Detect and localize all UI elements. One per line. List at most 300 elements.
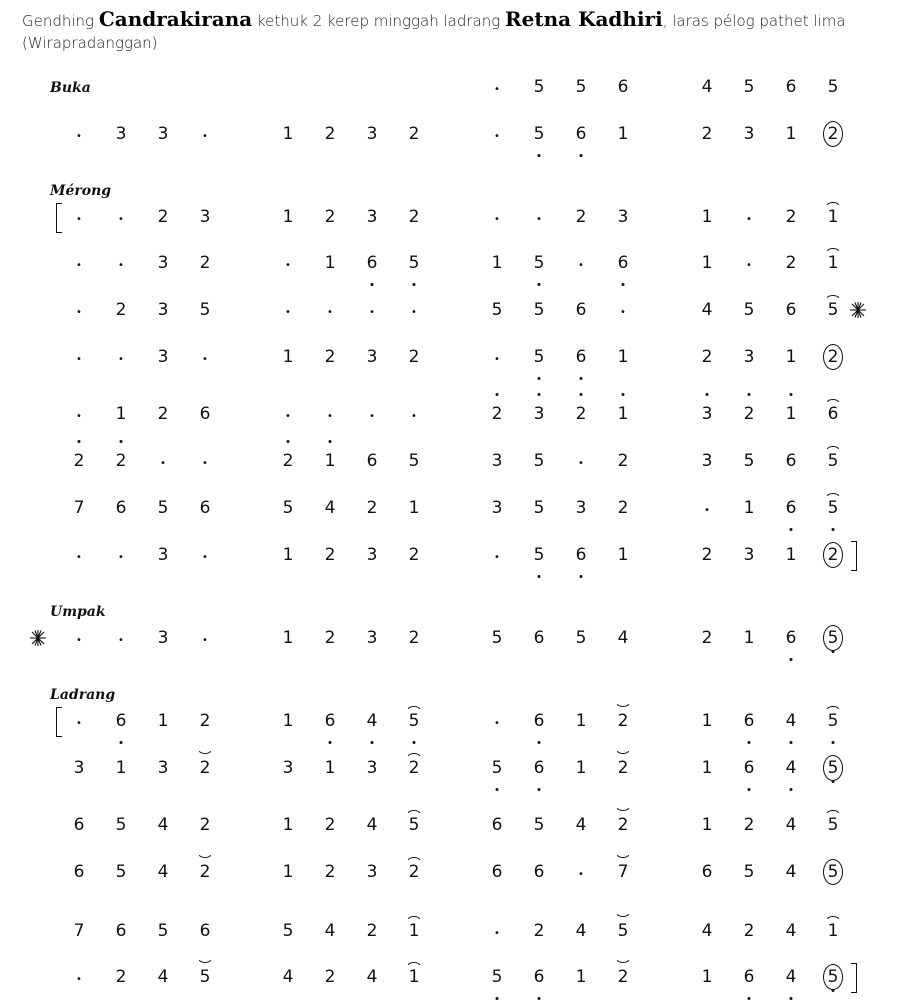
- note-digit: 2: [617, 711, 629, 731]
- note-digit: 6: [534, 748, 545, 788]
- note-digit: 2: [324, 124, 336, 144]
- note-digit: 1: [786, 394, 797, 434]
- note-beat: [776, 243, 806, 283]
- ladrang-repeat-open-bracket: [56, 707, 62, 737]
- note-digit: 5: [534, 114, 545, 154]
- note-digit: 2: [324, 862, 336, 882]
- title-prefix: Gendhing: [22, 12, 99, 30]
- gong-note: [818, 618, 848, 658]
- note-digit: 5: [575, 628, 587, 648]
- note-beat: [524, 911, 554, 951]
- rest-dot: •: [620, 307, 626, 318]
- note-beat: [734, 618, 764, 658]
- low-octave-dot: [537, 788, 540, 791]
- note-beat: [357, 805, 387, 845]
- note-digit: 1: [827, 207, 839, 227]
- note-beat: [692, 748, 722, 788]
- note-digit: 5: [491, 628, 503, 648]
- note-beat: [482, 852, 512, 892]
- notation-row-merong-6: [0, 441, 907, 481]
- note-digit: 2: [199, 711, 211, 731]
- note-digit: 2: [408, 207, 420, 227]
- rest-dot: •: [118, 635, 124, 646]
- rest-dot: •: [578, 260, 584, 271]
- rest-beat: [106, 337, 136, 377]
- note-beat: [734, 805, 764, 845]
- note-digit: 6: [534, 957, 545, 997]
- rest-dot: •: [118, 214, 124, 225]
- note-beat: [734, 748, 764, 788]
- note-digit: 6: [367, 243, 378, 283]
- note-digit: 1: [282, 207, 294, 227]
- note-digit: 5: [534, 243, 545, 283]
- rest-dot: •: [704, 505, 710, 516]
- rest-beat: [190, 441, 220, 481]
- umpak-entry-star-icon: [30, 630, 46, 646]
- note-beat: [273, 805, 303, 845]
- empty-beat: [190, 67, 220, 107]
- high-octave-dot: [77, 440, 80, 443]
- note-digit: 5: [282, 921, 294, 941]
- rest-dot: •: [202, 131, 208, 142]
- rest-beat: [524, 197, 554, 237]
- high-octave-dot: [328, 440, 331, 443]
- note-beat: [776, 618, 806, 658]
- note-digit: 1: [575, 758, 587, 778]
- note-beat: [692, 805, 722, 845]
- rest-beat: [482, 911, 512, 951]
- note-beat: [482, 394, 512, 434]
- note-digit: 6: [73, 862, 85, 882]
- note-beat: [315, 748, 345, 788]
- note-beat: [734, 441, 764, 481]
- rest-dot: •: [369, 307, 375, 318]
- note-digit: 2: [785, 207, 797, 227]
- note-beat: [524, 701, 554, 741]
- kenong-note: [818, 394, 848, 434]
- note-digit: 3: [575, 498, 587, 518]
- rest-dot: •: [160, 458, 166, 469]
- note-beat: [190, 243, 220, 283]
- note-beat: [357, 701, 387, 741]
- note-digit: 6: [744, 701, 755, 741]
- gong-note: [818, 957, 848, 997]
- rest-beat: [315, 290, 345, 330]
- note-beat: [524, 441, 554, 481]
- low-octave-dot: [831, 528, 834, 531]
- note-digit: 2: [744, 394, 755, 434]
- note-beat: [315, 441, 345, 481]
- note-beat: [608, 535, 638, 575]
- note-beat: [273, 114, 303, 154]
- ladrang-repeat-close-bracket: [851, 963, 857, 993]
- note-beat: [106, 114, 136, 154]
- note-beat: [357, 441, 387, 481]
- note-beat: [64, 805, 94, 845]
- note-beat: [273, 957, 303, 997]
- note-digit: 3: [366, 758, 378, 778]
- kenong-note: [818, 441, 848, 481]
- note-digit: 3: [366, 862, 378, 882]
- note-digit: 1: [325, 441, 336, 481]
- note-beat: [106, 748, 136, 788]
- note-beat: [608, 488, 638, 528]
- rest-dot: •: [494, 214, 500, 225]
- rest-beat: [64, 114, 94, 154]
- note-digit: 2: [74, 441, 85, 481]
- rest-dot: •: [746, 260, 752, 271]
- note-digit: 3: [366, 347, 378, 367]
- note-beat: [692, 197, 722, 237]
- note-beat: [566, 67, 596, 107]
- note-digit: 5: [533, 77, 545, 97]
- low-octave-dot: [747, 741, 750, 744]
- rest-dot: •: [536, 214, 542, 225]
- note-digit: 1: [701, 711, 713, 731]
- gong-note: [818, 535, 848, 575]
- low-octave-dot: [621, 283, 624, 286]
- rest-dot: •: [118, 354, 124, 365]
- rest-beat: [608, 290, 638, 330]
- empty-beat: [273, 67, 303, 107]
- note-beat: [190, 290, 220, 330]
- note-digit: 5: [199, 967, 211, 987]
- note-digit: 2: [617, 498, 629, 518]
- note-digit: 3: [199, 207, 211, 227]
- note-beat: [190, 197, 220, 237]
- note-beat: [106, 911, 136, 951]
- note-digit: 4: [786, 957, 797, 997]
- note-beat: [734, 394, 764, 434]
- note-digit: 6: [618, 243, 629, 283]
- note-digit: 2: [823, 542, 843, 568]
- note-digit: 5: [115, 862, 127, 882]
- rest-dot: •: [202, 635, 208, 646]
- note-beat: [692, 441, 722, 481]
- note-digit: 6: [576, 114, 587, 154]
- note-beat: [148, 748, 178, 788]
- note-beat: [273, 488, 303, 528]
- note-digit: 5: [282, 498, 294, 518]
- note-digit: 6: [199, 921, 211, 941]
- low-octave-dot: [370, 283, 373, 286]
- note-beat: [524, 618, 554, 658]
- rest-beat: [64, 197, 94, 237]
- note-beat: [566, 394, 596, 434]
- note-beat: [357, 748, 387, 788]
- note-beat: [273, 911, 303, 951]
- note-digit: 2: [533, 921, 545, 941]
- note-digit: 1: [785, 545, 797, 565]
- note-beat: [482, 488, 512, 528]
- kenong-note: [818, 197, 848, 237]
- note-digit: 1: [827, 921, 839, 941]
- low-octave-dot: [119, 741, 122, 744]
- rest-dot: •: [494, 354, 500, 365]
- note-digit: 2: [157, 207, 169, 227]
- note-beat: [357, 488, 387, 528]
- note-beat: [399, 197, 429, 237]
- note-beat: [734, 337, 764, 377]
- note-beat: [566, 290, 596, 330]
- note-digit: 5: [828, 701, 839, 741]
- note-digit: 4: [324, 921, 336, 941]
- note-digit: 1: [575, 967, 587, 987]
- notation-row-merong-7: [0, 488, 907, 528]
- kenong-note: [399, 805, 429, 845]
- kempul-note: [190, 957, 220, 997]
- low-octave-dot: [537, 154, 540, 157]
- note-digit: 5: [534, 337, 545, 377]
- note-beat: [148, 852, 178, 892]
- rest-beat: [357, 394, 387, 434]
- rest-beat: [566, 852, 596, 892]
- note-beat: [273, 441, 303, 481]
- note-digit: 4: [157, 815, 169, 835]
- note-digit: 6: [744, 748, 755, 788]
- note-beat: [776, 748, 806, 788]
- note-digit: 5: [492, 748, 503, 788]
- rest-dot: •: [76, 411, 82, 422]
- note-digit: 1: [575, 711, 587, 731]
- note-digit: 5: [743, 77, 755, 97]
- note-beat: [734, 67, 764, 107]
- note-beat: [273, 701, 303, 741]
- note-beat: [190, 488, 220, 528]
- note-beat: [273, 535, 303, 575]
- note-beat: [148, 337, 178, 377]
- note-beat: [273, 337, 303, 377]
- note-beat: [315, 337, 345, 377]
- note-digit: 1: [282, 711, 294, 731]
- note-digit: 1: [701, 253, 713, 273]
- empty-beat: [357, 67, 387, 107]
- note-beat: [106, 394, 136, 434]
- note-digit: 1: [282, 815, 294, 835]
- note-digit: 3: [743, 347, 755, 367]
- piece-title: [22, 8, 882, 54]
- note-digit: 2: [408, 862, 420, 882]
- note-beat: [524, 535, 554, 575]
- notation-row-ladrang-2: [0, 748, 907, 788]
- note-beat: [776, 701, 806, 741]
- notation-row-ladrang-3: [0, 805, 907, 845]
- note-digit: 6: [533, 628, 545, 648]
- low-octave-dot: [747, 788, 750, 791]
- note-digit: 4: [701, 300, 713, 320]
- note-digit: 1: [282, 628, 294, 648]
- note-digit: 6: [533, 862, 545, 882]
- note-digit: 3: [491, 451, 503, 471]
- note-digit: 5: [743, 300, 755, 320]
- note-digit: 2: [408, 628, 420, 648]
- note-beat: [315, 243, 345, 283]
- note-beat: [357, 535, 387, 575]
- note-beat: [106, 441, 136, 481]
- note-digit: 2: [408, 124, 420, 144]
- gong-note: [818, 114, 848, 154]
- rest-beat: [64, 394, 94, 434]
- note-digit: 5: [743, 451, 755, 471]
- low-octave-dot: [537, 283, 540, 286]
- note-digit: 6: [786, 488, 797, 528]
- notation-row-merong-8: [0, 535, 907, 575]
- note-digit: 3: [702, 394, 713, 434]
- rest-beat: [190, 337, 220, 377]
- note-beat: [692, 911, 722, 951]
- note-digit: 4: [366, 815, 378, 835]
- note-digit: 5: [827, 815, 839, 835]
- note-beat: [315, 957, 345, 997]
- note-beat: [482, 957, 512, 997]
- note-digit: 5: [828, 488, 839, 528]
- note-digit: 3: [534, 394, 545, 434]
- note-digit: 4: [785, 815, 797, 835]
- note-digit: 1: [282, 347, 294, 367]
- note-beat: [734, 488, 764, 528]
- note-beat: [566, 488, 596, 528]
- low-octave-dot: [537, 575, 540, 578]
- note-digit: 5: [199, 300, 211, 320]
- low-octave-dot: [579, 154, 582, 157]
- note-beat: [64, 852, 94, 892]
- low-octave-dot: [832, 650, 835, 653]
- note-digit: 3: [157, 545, 169, 565]
- note-beat: [482, 243, 512, 283]
- gendhing-name: Candrakirana: [98, 7, 253, 31]
- note-beat: [148, 114, 178, 154]
- note-digit: 1: [324, 758, 336, 778]
- rest-beat: [692, 488, 722, 528]
- note-digit: 4: [786, 748, 797, 788]
- note-digit: 2: [701, 628, 713, 648]
- low-octave-dot: [579, 575, 582, 578]
- empty-beat: [148, 67, 178, 107]
- note-digit: 5: [409, 701, 420, 741]
- rest-beat: [190, 618, 220, 658]
- note-beat: [273, 852, 303, 892]
- low-octave-dot: [495, 788, 498, 791]
- rest-beat: [64, 290, 94, 330]
- note-beat: [524, 394, 554, 434]
- note-digit: 2: [199, 253, 211, 273]
- low-octave-dot: [328, 741, 331, 744]
- note-digit: 6: [199, 498, 211, 518]
- rest-dot: •: [411, 411, 417, 422]
- note-digit: 2: [324, 815, 336, 835]
- rest-dot: •: [76, 552, 82, 563]
- notation-row-ladrang-6: [0, 957, 907, 997]
- note-beat: [566, 535, 596, 575]
- note-digit: 2: [823, 121, 843, 147]
- note-beat: [148, 488, 178, 528]
- note-digit: 5: [408, 815, 420, 835]
- note-beat: [692, 852, 722, 892]
- note-beat: [818, 67, 848, 107]
- note-beat: [776, 805, 806, 845]
- note-digit: 6: [827, 404, 839, 424]
- note-beat: [566, 957, 596, 997]
- note-digit: 2: [492, 394, 503, 434]
- note-digit: 5: [492, 957, 503, 997]
- note-digit: 3: [157, 124, 169, 144]
- note-digit: 1: [324, 253, 336, 273]
- kempul-note: [190, 852, 220, 892]
- high-octave-dot: [119, 440, 122, 443]
- note-digit: 2: [617, 451, 629, 471]
- note-digit: 1: [827, 253, 839, 273]
- note-digit: 2: [617, 815, 629, 835]
- note-digit: 2: [324, 628, 336, 648]
- kenong-note: [818, 911, 848, 951]
- note-digit: 2: [701, 545, 713, 565]
- note-digit: 1: [617, 124, 629, 144]
- ladrang-name: Retna Kadhiri: [505, 7, 663, 31]
- note-digit: 4: [701, 921, 713, 941]
- note-beat: [692, 114, 722, 154]
- low-octave-dot: [789, 741, 792, 744]
- note-digit: 2: [408, 347, 420, 367]
- note-digit: 4: [575, 815, 587, 835]
- note-beat: [524, 488, 554, 528]
- note-beat: [190, 394, 220, 434]
- note-digit: 2: [115, 967, 127, 987]
- note-digit: 1: [282, 545, 294, 565]
- rest-dot: •: [76, 307, 82, 318]
- high-octave-dot: [789, 393, 792, 396]
- note-digit: 5: [823, 964, 843, 990]
- notation-row-ladrang-1: [0, 701, 907, 741]
- note-digit: 6: [617, 77, 629, 97]
- note-beat: [566, 805, 596, 845]
- rest-dot: •: [369, 411, 375, 422]
- note-digit: 4: [785, 921, 797, 941]
- section-label-buka: Buka: [50, 80, 91, 96]
- note-digit: 4: [282, 967, 294, 987]
- kenong-note: [399, 852, 429, 892]
- low-octave-dot: [537, 377, 540, 380]
- note-digit: 2: [701, 124, 713, 144]
- note-beat: [399, 488, 429, 528]
- note-beat: [608, 197, 638, 237]
- note-beat: [524, 290, 554, 330]
- high-octave-dot: [495, 393, 498, 396]
- note-digit: 2: [617, 967, 629, 987]
- empty-beat: [106, 67, 136, 107]
- note-beat: [692, 290, 722, 330]
- note-digit: 4: [366, 967, 378, 987]
- rest-dot: •: [76, 974, 82, 985]
- note-digit: 5: [533, 451, 545, 471]
- rest-beat: [566, 441, 596, 481]
- rest-dot: •: [285, 307, 291, 318]
- rest-beat: [106, 618, 136, 658]
- kempul-note: [608, 701, 638, 741]
- high-octave-dot: [621, 393, 624, 396]
- rest-dot: •: [76, 635, 82, 646]
- note-beat: [148, 394, 178, 434]
- rest-beat: [482, 114, 512, 154]
- note-beat: [148, 290, 178, 330]
- note-beat: [399, 243, 429, 283]
- note-beat: [399, 618, 429, 658]
- note-digit: 6: [491, 862, 503, 882]
- note-beat: [190, 805, 220, 845]
- note-digit: 1: [408, 967, 420, 987]
- note-beat: [315, 805, 345, 845]
- note-digit: 3: [743, 545, 755, 565]
- high-octave-dot: [286, 440, 289, 443]
